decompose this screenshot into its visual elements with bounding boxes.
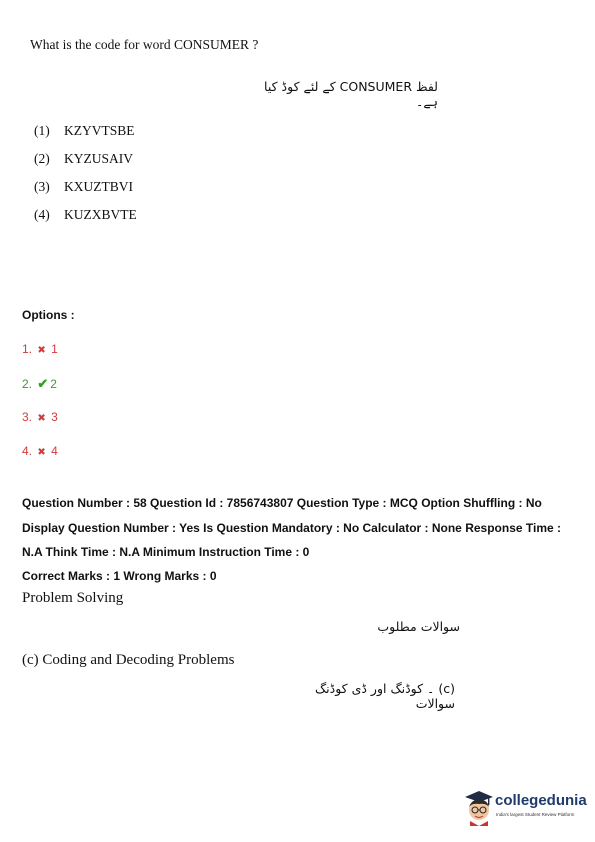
option-number: (1) [34,123,50,138]
option-number: (4) [34,207,50,222]
answer-option-2 [22,376,57,392]
mascot-icon [462,788,496,826]
question-option-4 [34,207,137,223]
section-subtitle: (c) Coding and Decoding Problems [22,652,235,668]
section-title: Problem Solving [22,590,124,606]
answer-value: 3 [51,410,58,424]
collegedunia-logo [462,788,587,828]
question-urdu-text: لفظ CONSUMER کے لئے کوڈ کیا ہے۔ [264,79,438,109]
answer-value: 1 [51,342,58,356]
answer-value: 2 [50,377,57,391]
question-option-1 [34,123,135,139]
question-option-2 [34,151,133,167]
answer-option-1 [22,342,58,356]
answer-value: 4 [51,444,58,458]
option-text: KXUZTBVI [64,179,133,194]
logo-name: collegedunia [495,792,587,809]
option-number: (3) [34,179,50,194]
option-text: KYZUSAIV [64,151,133,166]
cross-icon: ✖ [37,447,46,458]
answer-prefix: 4. [22,444,33,458]
answer-prefix: 2. [22,377,33,391]
answer-prefix: 3. [22,410,33,424]
options-heading: Options : [22,308,75,322]
answer-option-3 [22,410,58,424]
answer-prefix: 1. [22,342,33,356]
check-icon: ✔ [37,376,49,391]
option-text: KUZXBVTE [64,207,137,222]
marks-info: Correct Marks : 1 Wrong Marks : 0 [22,569,217,583]
question-text: What is the code for word CONSUMER ? [30,37,259,52]
question-metadata: Question Number : 58 Question Id : 7856743807 Question Type : MCQ Option Shuffling : No Display Question Number : Yes Is Question Mandatory : No Calculator : None Response Time : N.A Think Time : N.A Minimum Instruction Time : 0 [22,496,561,559]
section-urdu-subtitle: (c) ۔ کوڈنگ اور ڈی کوڈنگ سوالات [314,681,455,711]
answer-option-4 [22,444,58,458]
section-urdu-title: سوالات مطلوب [377,619,460,634]
option-number: (2) [34,151,50,166]
logo-tagline: India's largest Student Review Platform [496,812,575,817]
cross-icon: ✖ [37,345,46,356]
question-option-3 [34,179,133,195]
cross-icon: ✖ [37,413,46,424]
option-text: KZYVTSBE [64,123,135,138]
